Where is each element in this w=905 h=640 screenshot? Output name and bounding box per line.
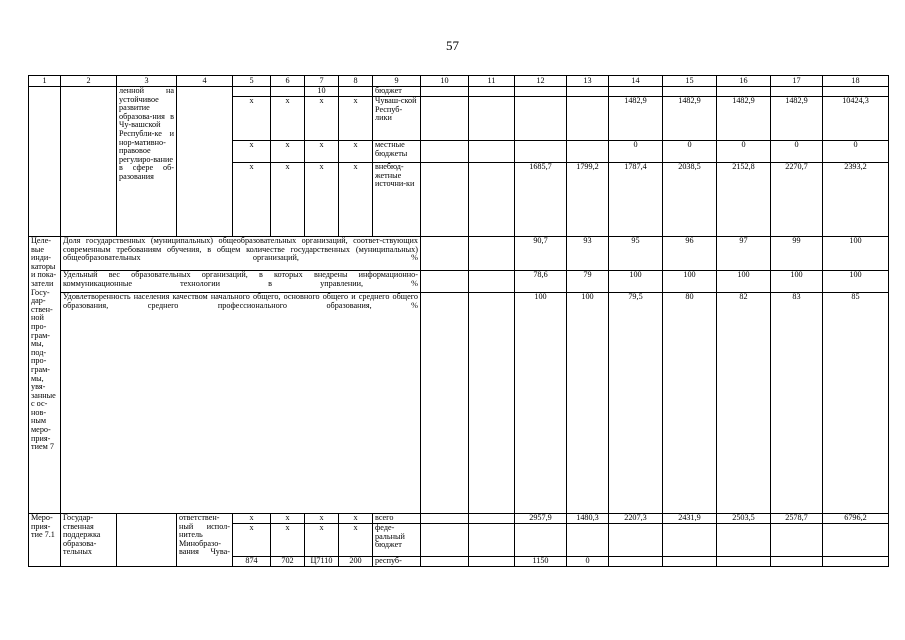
cell (421, 557, 469, 567)
cell: 2431,9 (663, 514, 717, 524)
cell: 0 (823, 141, 889, 163)
cell: 0 (609, 141, 663, 163)
cell: 95 (609, 237, 663, 271)
cell: х (233, 514, 271, 524)
cell: х (233, 141, 271, 163)
header-col: 15 (663, 76, 717, 87)
cell (271, 87, 305, 97)
responsible-executor: ответствен-ный испол-нитель Минобразо-вания Чува- (177, 514, 233, 567)
cell: 0 (771, 141, 823, 163)
cell (421, 524, 469, 557)
cell (177, 87, 233, 237)
cell: 90,7 (515, 237, 567, 271)
cell (515, 87, 567, 97)
cell (609, 524, 663, 557)
cell (421, 163, 469, 237)
cell (717, 87, 771, 97)
cell (469, 141, 515, 163)
cell: 100 (663, 271, 717, 293)
cell (61, 87, 117, 237)
cell (663, 87, 717, 97)
header-col: 3 (117, 76, 177, 87)
cell (469, 87, 515, 97)
cell: х (271, 514, 305, 524)
cell: 1799,2 (567, 163, 609, 237)
cell: х (271, 524, 305, 557)
cell: 100 (717, 271, 771, 293)
cell: 2152,8 (717, 163, 771, 237)
table-row (29, 514, 889, 524)
cell: 85 (823, 293, 889, 514)
cell: 100 (823, 271, 889, 293)
cell: 79 (567, 271, 609, 293)
cell: 2393,2 (823, 163, 889, 237)
cell (609, 557, 663, 567)
cell: х (339, 97, 373, 141)
page-number: 57 (446, 38, 459, 53)
cell: 83 (771, 293, 823, 514)
funding-source: внебюд-жетные источни-ки (373, 163, 421, 237)
cell (771, 557, 823, 567)
cell: х (305, 141, 339, 163)
cell: 78,6 (515, 271, 567, 293)
cell: х (271, 163, 305, 237)
funding-source: местные бюджеты (373, 141, 421, 163)
cell (469, 97, 515, 141)
cell: 93 (567, 237, 609, 271)
cell (469, 293, 515, 514)
cell (823, 557, 889, 567)
cell (29, 87, 61, 237)
cell: х (233, 97, 271, 141)
indicator-text: Удовлетворенность населения качеством начального общего, основного общего и среднего общего образования, среднего профессионального образования, % (61, 293, 421, 514)
header-col: 13 (567, 76, 609, 87)
cell: 1480,3 (567, 514, 609, 524)
cell (339, 87, 373, 97)
header-col: 12 (515, 76, 567, 87)
cell: 10424,3 (823, 97, 889, 141)
funding-source: всего (373, 514, 421, 524)
cell: 702 (271, 557, 305, 567)
header-col: 9 (373, 76, 421, 87)
cell (421, 514, 469, 524)
cell: 0 (717, 141, 771, 163)
cell (771, 524, 823, 557)
cell (771, 87, 823, 97)
cell (567, 97, 609, 141)
funding-source: респуб- (373, 557, 421, 567)
header-col: 2 (61, 76, 117, 87)
cell: 80 (663, 293, 717, 514)
header-col: 6 (271, 76, 305, 87)
funding-source: Чуваш-ской Респуб-лики (373, 97, 421, 141)
cell (469, 271, 515, 293)
cell: 96 (663, 237, 717, 271)
cell: 1482,9 (771, 97, 823, 141)
cell: 1685,7 (515, 163, 567, 237)
cell (421, 87, 469, 97)
cell: х (233, 524, 271, 557)
table-row (29, 293, 889, 514)
cell: 100 (771, 271, 823, 293)
header-col: 18 (823, 76, 889, 87)
cell: 100 (823, 237, 889, 271)
cell: 2270,7 (771, 163, 823, 237)
indicator-text: Удельный вес образовательных организаций, в которых внедрены информационно-коммуникационные технологии в управлении, % (61, 271, 421, 293)
cell (663, 557, 717, 567)
cell: 1482,9 (663, 97, 717, 141)
cell: 2038,5 (663, 163, 717, 237)
cell (421, 97, 469, 141)
cell (421, 237, 469, 271)
header-col: 7 (305, 76, 339, 87)
cell: 1150 (515, 557, 567, 567)
header-col: 8 (339, 76, 373, 87)
cell: 0 (663, 141, 717, 163)
cell (567, 87, 609, 97)
cell: 6796,2 (823, 514, 889, 524)
header-col: 16 (717, 76, 771, 87)
indicators-label: Целе-вые инди-каторы и пока-затели Госу-дар-ствен-ной про-грам-мы, под-про-грам-мы, увя-занные с ос-нов-ным меро-прия-тием 7 (29, 237, 61, 514)
cell: Ц7110 (305, 557, 339, 567)
cell: х (271, 97, 305, 141)
cell: 2503,5 (717, 514, 771, 524)
measure-description: Государ-ственная поддержка образова-тельных (61, 514, 117, 567)
cell (609, 87, 663, 97)
header-col: 5 (233, 76, 271, 87)
budget-table (28, 75, 889, 567)
cell (515, 141, 567, 163)
cell: 79,5 (609, 293, 663, 514)
table-row (29, 271, 889, 293)
table-row (29, 87, 889, 97)
cell: 1482,9 (609, 97, 663, 141)
cell (515, 97, 567, 141)
cell: 2957,9 (515, 514, 567, 524)
cell (117, 514, 177, 567)
funding-source: бюджет (373, 87, 421, 97)
funding-source: феде-ральный бюджет (373, 524, 421, 557)
measure-label: Меро-прия-тие 7.1 (29, 514, 61, 567)
cell (469, 524, 515, 557)
cell (717, 557, 771, 567)
cell (469, 557, 515, 567)
cell: 100 (609, 271, 663, 293)
cell: 82 (717, 293, 771, 514)
cell (823, 87, 889, 97)
table-row (29, 237, 889, 271)
cell (469, 514, 515, 524)
cell (469, 237, 515, 271)
cell (717, 524, 771, 557)
cell: 0 (567, 557, 609, 567)
cell (233, 87, 271, 97)
cell (515, 524, 567, 557)
cell: х (339, 524, 373, 557)
cell: 874 (233, 557, 271, 567)
cell: 99 (771, 237, 823, 271)
cell: х (339, 163, 373, 237)
cell: 10 (305, 87, 339, 97)
cell (421, 141, 469, 163)
cell: 2578,7 (771, 514, 823, 524)
cell (663, 524, 717, 557)
cell: х (339, 141, 373, 163)
cell: 200 (339, 557, 373, 567)
cell: х (305, 514, 339, 524)
header-row (29, 76, 889, 87)
cell: 1787,4 (609, 163, 663, 237)
header-col: 14 (609, 76, 663, 87)
cell: 97 (717, 237, 771, 271)
header-col: 1 (29, 76, 61, 87)
cell: х (339, 514, 373, 524)
cell: х (305, 524, 339, 557)
header-col: 4 (177, 76, 233, 87)
header-col: 11 (469, 76, 515, 87)
cell: 1482,9 (717, 97, 771, 141)
cell: х (305, 163, 339, 237)
indicator-text: Доля государственных (муниципальных) общеобразовательных организаций, соответ-ствующих современным требованиям обучения, в общем количестве государственных (муниципальных) общеобразовательных организаций, % (61, 237, 421, 271)
cell: х (271, 141, 305, 163)
cell: 2207,3 (609, 514, 663, 524)
cell (567, 141, 609, 163)
cell (823, 524, 889, 557)
header-col: 17 (771, 76, 823, 87)
cell (567, 524, 609, 557)
cell: х (233, 163, 271, 237)
activity-description: ленной на устойчивое развитие образова-ния в Чу-вашской Республи-ке и нор-мативно-правовое регулиро-вание в сфере об-разования (117, 87, 177, 237)
cell (421, 271, 469, 293)
cell (469, 163, 515, 237)
header-col: 10 (421, 76, 469, 87)
cell: 100 (567, 293, 609, 514)
cell: х (305, 97, 339, 141)
cell: 100 (515, 293, 567, 514)
cell (421, 293, 469, 514)
